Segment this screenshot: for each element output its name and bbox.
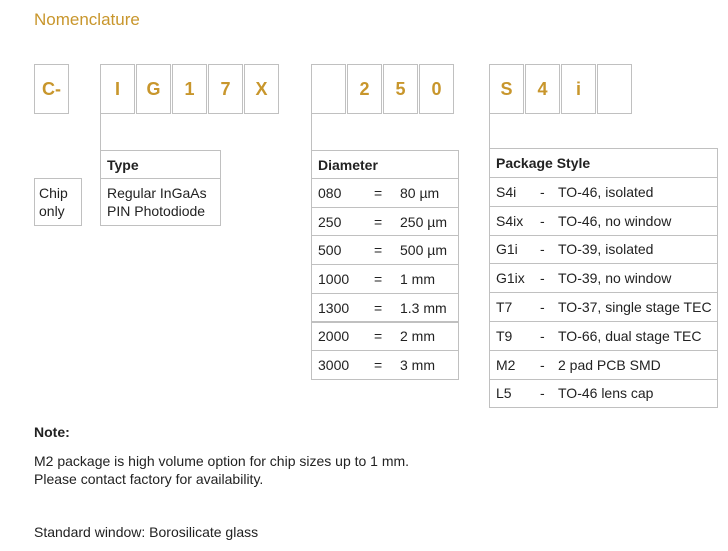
package-dash: - <box>540 327 545 344</box>
diameter-code: 250 <box>318 213 342 230</box>
package-row <box>489 292 718 322</box>
diameter-value: 2 mm <box>400 328 435 345</box>
diameter-row <box>311 293 459 323</box>
package-row <box>489 206 718 236</box>
diameter-value: 80 µm <box>400 184 440 201</box>
diameter-code: 3000 <box>318 357 350 374</box>
diameter-row <box>311 207 459 237</box>
diameter-equals: = <box>374 357 383 374</box>
type-connector <box>100 114 101 150</box>
package-description: TO-39, isolated <box>558 241 654 258</box>
code-box-package-1: S <box>489 64 524 114</box>
diameter-equals: = <box>374 328 383 345</box>
code-box-type-1: I <box>100 64 135 114</box>
type-line-1: Regular InGaAs <box>107 185 207 201</box>
package-row <box>489 263 718 293</box>
diameter-code: 080 <box>318 184 342 201</box>
package-code: G1ix <box>496 270 525 287</box>
diameter-connector <box>311 114 312 150</box>
diameter-code: 1000 <box>318 270 350 287</box>
diameter-value: 500 µm <box>400 242 447 259</box>
diameter-value: 250 µm <box>400 213 447 230</box>
code-box-package-2: 4 <box>525 64 560 114</box>
chip-only-line-2: only <box>39 203 65 219</box>
diameter-equals: = <box>374 213 383 230</box>
package-code: T9 <box>496 327 513 344</box>
code-box-diameter-1 <box>311 64 346 114</box>
chip-only-box <box>34 178 82 226</box>
diameter-row <box>311 235 459 265</box>
chip-only-line-1: Chip <box>39 185 68 201</box>
code-box-type-3: 1 <box>172 64 207 114</box>
package-dash: - <box>540 356 545 373</box>
package-code: S4i <box>496 183 517 200</box>
package-code: S4ix <box>496 212 524 229</box>
package-row <box>489 379 718 409</box>
code-box-package-4 <box>597 64 632 114</box>
diameter-code: 1300 <box>318 299 350 316</box>
package-code: T7 <box>496 299 513 316</box>
code-box-prefix: C- <box>34 64 69 114</box>
package-description: TO-37, single stage TEC <box>558 299 712 316</box>
type-header: Type <box>100 150 221 179</box>
page-title: Nomenclature <box>34 10 140 29</box>
note-line-2: Please contact factory for availability. <box>34 471 264 487</box>
code-box-package-3: i <box>561 64 596 114</box>
package-code: G1i <box>496 241 518 258</box>
diameter-value: 1 mm <box>400 270 435 287</box>
code-box-type-2: G <box>136 64 171 114</box>
package-dash: - <box>540 183 545 200</box>
package-dash: - <box>540 241 545 258</box>
diameter-row <box>311 322 459 352</box>
diameter-code: 500 <box>318 242 342 259</box>
note-line-1: M2 package is high volume option for chip sizes up to 1 mm. <box>34 453 410 469</box>
package-dash: - <box>540 299 545 316</box>
note-title: Note: <box>34 424 70 440</box>
diameter-row <box>311 264 459 294</box>
package-connector <box>489 114 490 148</box>
package-description: TO-46, no window <box>558 212 672 229</box>
diameter-value: 1.3 mm <box>400 299 447 316</box>
package-dash: - <box>540 385 545 402</box>
diameter-value: 3 mm <box>400 357 435 374</box>
type-line-2: PIN Photodiode <box>107 203 206 219</box>
package-description: TO-46 lens cap <box>558 385 654 402</box>
package-row <box>489 321 718 351</box>
package-header: Package Style <box>489 148 718 178</box>
code-box-diameter-4: 0 <box>419 64 454 114</box>
package-dash: - <box>540 212 545 229</box>
diameter-row <box>311 178 459 208</box>
code-box-type-5: X <box>244 64 279 114</box>
diameter-header: Diameter <box>311 150 459 179</box>
package-description: TO-46, isolated <box>558 183 654 200</box>
package-row <box>489 235 718 265</box>
note-text <box>34 452 409 488</box>
diameter-code: 2000 <box>318 328 350 345</box>
package-description: 2 pad PCB SMD <box>558 356 661 373</box>
package-code: L5 <box>496 385 512 402</box>
code-box-diameter-3: 5 <box>383 64 418 114</box>
diameter-equals: = <box>374 299 383 316</box>
package-description: TO-66, dual stage TEC <box>558 327 702 344</box>
diameter-equals: = <box>374 270 383 287</box>
code-box-diameter-2: 2 <box>347 64 382 114</box>
diameter-row <box>311 350 459 380</box>
type-description <box>100 178 221 226</box>
standard-window-text: Standard window: Borosilicate glass <box>34 524 259 540</box>
package-row <box>489 177 718 207</box>
package-row <box>489 350 718 380</box>
diameter-equals: = <box>374 242 383 259</box>
package-dash: - <box>540 270 545 287</box>
diameter-equals: = <box>374 184 383 201</box>
package-code: M2 <box>496 356 516 373</box>
package-description: TO-39, no window <box>558 270 672 287</box>
code-box-type-4: 7 <box>208 64 243 114</box>
